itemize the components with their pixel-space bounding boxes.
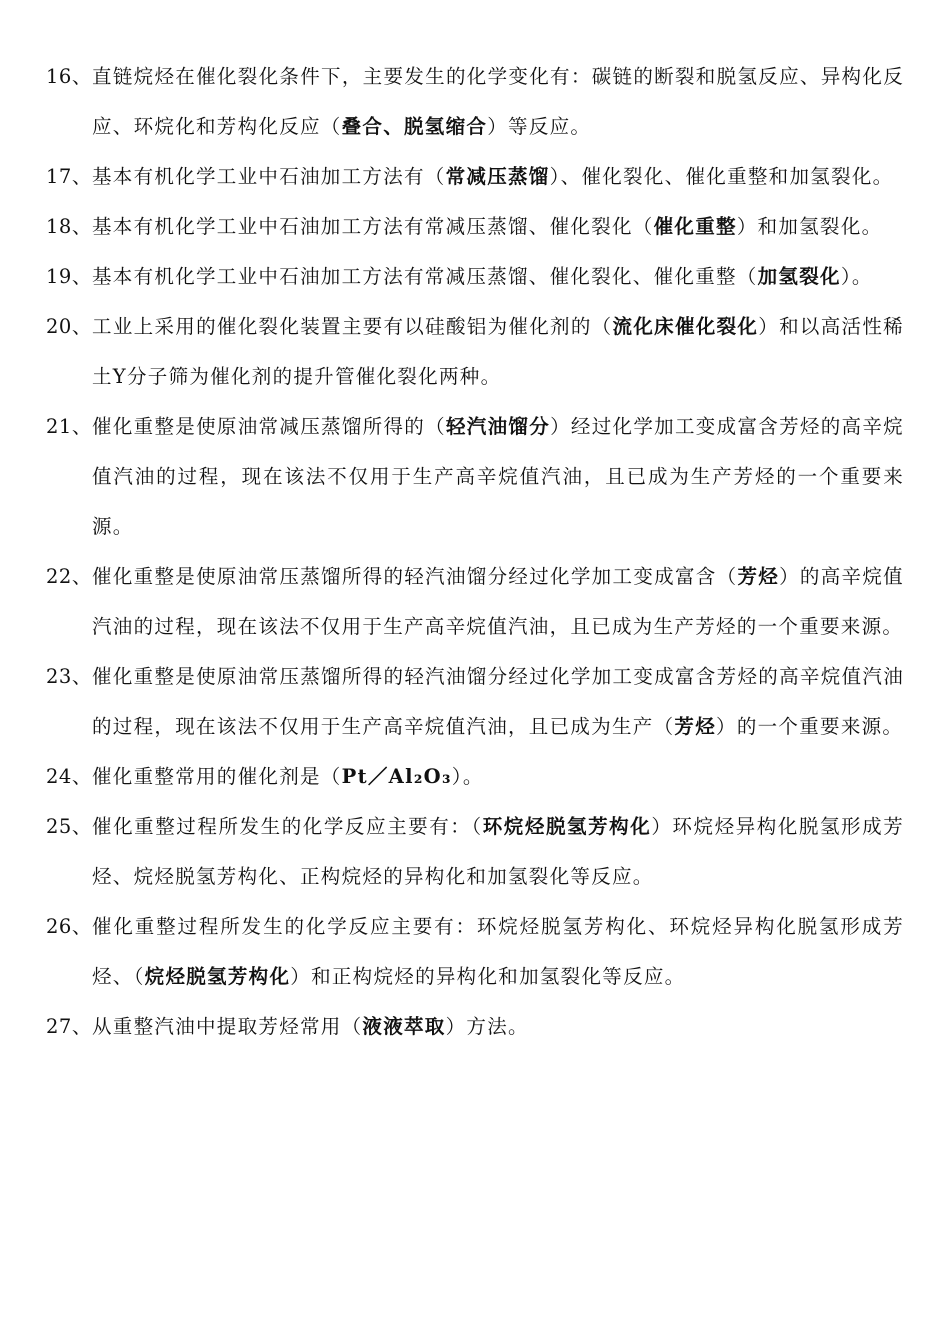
question-number: 17、 <box>46 165 92 188</box>
question-text-before: 基本有机化学工业中石油加工方法有常减压蒸馏、催化裂化（ <box>92 215 654 238</box>
answer-text: 加氢裂化 <box>757 265 841 288</box>
question-number: 21、 <box>46 415 92 438</box>
question-text-after: ）环烷烃异构化脱氢形成芳烃、烷烃脱氢芳构化、正构烷烃的异构化和加氢裂化等反应。 <box>92 815 904 888</box>
question-text <box>46 802 904 902</box>
question-number: 27、 <box>46 1015 92 1038</box>
question-number: 18、 <box>46 215 92 238</box>
question-number: 23、 <box>46 665 92 688</box>
question-24 <box>46 752 904 802</box>
answer-text: 常减压蒸馏 <box>445 165 550 188</box>
question-27 <box>46 1002 904 1052</box>
question-number: 22、 <box>46 565 92 588</box>
answer-text: 烷烃脱氢芳构化 <box>144 965 291 988</box>
question-text <box>46 402 904 552</box>
question-text-before: 催化重整是使原油常压蒸馏所得的轻汽油馏分经过化学加工变成富含（ <box>92 565 738 588</box>
question-23 <box>46 652 904 752</box>
answer-text: 叠合、脱氢缩合 <box>341 115 488 138</box>
question-text-after: ）和以高活性稀土Y分子筛为催化剂的提升管催化裂化两种。 <box>92 315 904 388</box>
question-text-before: 从重整汽油中提取芳烃常用（ <box>92 1015 363 1038</box>
question-text <box>46 152 904 202</box>
question-17 <box>46 152 904 202</box>
answer-text: 芳烃 <box>674 715 717 738</box>
question-text-after: ）经过化学加工变成富含芳烃的高辛烷值汽油的过程，现在该法不仅用于生产高辛烷值汽油，且已成为生产芳烃的一个重要来源。 <box>92 415 904 538</box>
question-number: 26、 <box>46 915 92 938</box>
question-22 <box>46 552 904 652</box>
question-text-before: 催化重整常用的催化剂是（ <box>92 765 342 788</box>
answer-text: 轻汽油馏分 <box>445 415 551 438</box>
answer-text: 流化床催化裂化 <box>612 315 759 338</box>
question-text-before: 工业上采用的催化裂化装置主要有以硅酸铝为催化剂的（ <box>92 315 613 338</box>
question-text-before: 直链烷烃在催化裂化条件下，主要发生的化学变化有：碳链的断裂和脱氢反应、异构化反应、环烷化和芳构化反应（ <box>92 65 904 138</box>
question-number: 19、 <box>46 265 92 288</box>
question-text <box>46 202 904 252</box>
question-text <box>46 652 904 752</box>
question-text <box>46 252 904 302</box>
answer-text: 环烷烃脱氢芳构化 <box>482 815 652 838</box>
question-16 <box>46 52 904 152</box>
question-20 <box>46 302 904 402</box>
question-text <box>46 52 904 152</box>
question-text <box>46 902 904 1002</box>
question-text-before: 基本有机化学工业中石油加工方法有（ <box>92 165 446 188</box>
question-text-before: 催化重整过程所发生的化学反应主要有：（ <box>92 815 483 838</box>
answer-text: 芳烃 <box>737 565 780 588</box>
question-text-before: 催化重整是使原油常压蒸馏所得的轻汽油馏分经过化学加工变成富含芳烃的高辛烷值汽油的过程，现在该法不仅用于生产高辛烷值汽油，且已成为生产（ <box>92 665 904 738</box>
question-text <box>46 302 904 402</box>
question-18 <box>46 202 904 252</box>
question-text-before: 催化重整过程所发生的化学反应主要有：环烷烃脱氢芳构化、环烷烃异构化脱氢形成芳烃、（ <box>92 915 904 988</box>
question-number: 20、 <box>46 315 92 338</box>
question-text-after: ）、催化裂化、催化重整和加氢裂化。 <box>549 165 894 188</box>
question-number: 24、 <box>46 765 92 788</box>
answer-text: 催化重整 <box>653 215 737 238</box>
question-text <box>46 552 904 652</box>
question-text-after: ）和正构烷烃的异构化和加氢裂化等反应。 <box>290 965 686 988</box>
question-21 <box>46 402 904 552</box>
question-26 <box>46 902 904 1002</box>
question-text-before: 基本有机化学工业中石油加工方法有常减压蒸馏、催化裂化、催化重整（ <box>92 265 758 288</box>
answer-text: Pt／Al₂O₃ <box>341 765 452 788</box>
question-text-after: ）方法。 <box>445 1015 529 1038</box>
question-number: 25、 <box>46 815 92 838</box>
answer-text: 液液萃取 <box>362 1015 446 1038</box>
question-text-after: ）和加氢裂化。 <box>736 215 883 238</box>
question-text-after: ）等反应。 <box>487 115 592 138</box>
question-text-after: ）。 <box>451 765 484 788</box>
question-text <box>46 1002 904 1052</box>
question-25 <box>46 802 904 902</box>
question-19 <box>46 252 904 302</box>
question-number: 16、 <box>46 65 92 88</box>
question-text <box>46 752 904 802</box>
question-text-after: ）的高辛烷值汽油的过程，现在该法不仅用于生产高辛烷值汽油，且已成为生产芳烃的一个重要来源。 <box>92 565 904 638</box>
question-text-before: 催化重整是使原油常减压蒸馏所得的（ <box>92 415 446 438</box>
question-text-after: ）。 <box>840 265 873 288</box>
question-text-after: ）的一个重要来源。 <box>716 715 904 738</box>
